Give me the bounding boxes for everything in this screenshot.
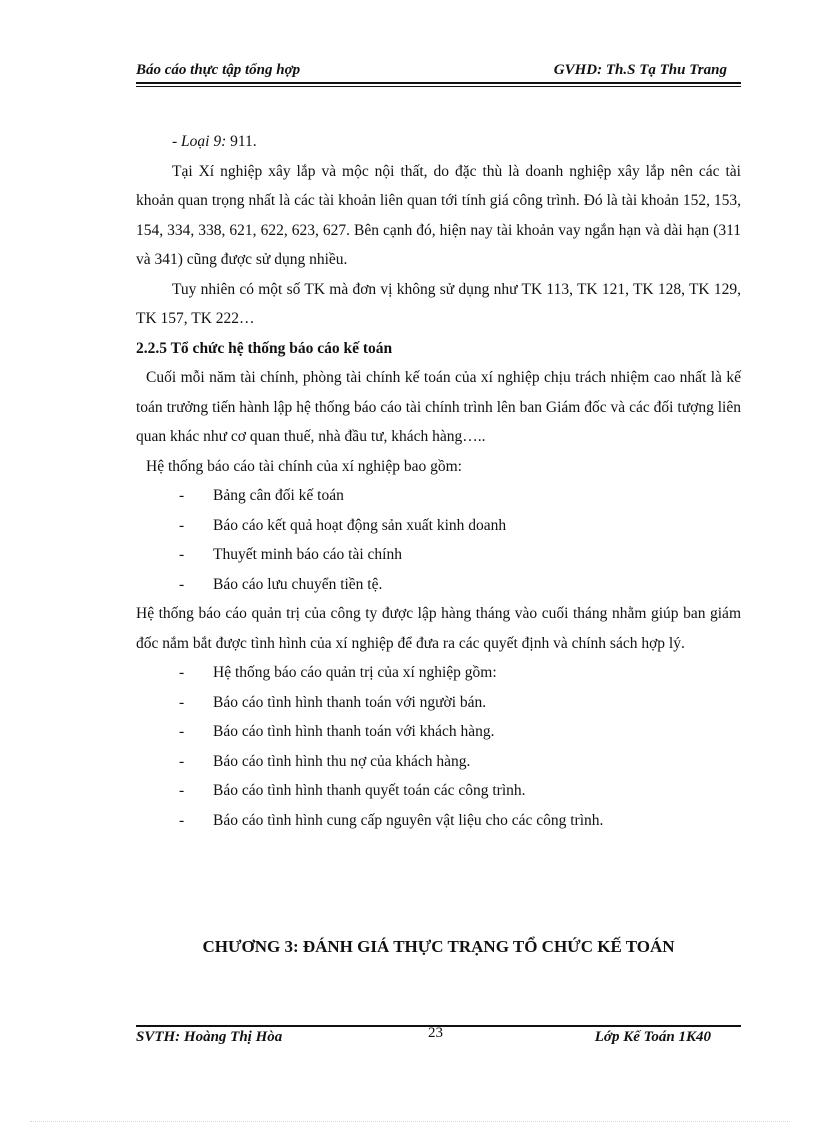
chapter-title: CHƯƠNG 3: ĐÁNH GIÁ THỰC TRẠNG TỔ CHỨC KẾ TOÁN [202,937,675,956]
paragraph-management-reports: Hệ thống báo cáo quản trị của công ty được lập hàng tháng vào cuối tháng nhằm giúp ban giám đốc nắm bắt được tình hình của xí nghiệp để đưa ra các quyết định và chính sách hợp lý. [136,605,741,652]
list-item-text: Báo cáo tình hình thu nợ của khách hàng. [213,752,471,770]
list-item-text: Báo cáo tình hình thanh toán với khách hàng. [213,723,495,740]
account-type-label: - Loại 9: [172,133,227,150]
header-report-title: Báo cáo thực tập tổng hợp [136,62,301,78]
list-dash: - [179,575,185,593]
list-item-text: Bảng cân đối kế toán [213,487,344,504]
header-rule-secondary [136,86,741,87]
account-type-value: 911. [226,133,257,150]
list-item [136,540,741,570]
list-item-text: Hệ thống báo cáo quản trị của xí nghiệp gồm: [213,664,497,681]
header-supervisor: GVHD: Th.S Tạ Thu Trang [553,62,727,78]
paragraph-annual-reports: Cuối mỗi năm tài chính, phòng tài chính kế toán của xí nghiệp chịu trách nhiệm cao nhất là kế toán trưởng tiến hành lập hệ thống báo cáo tài chính trình lên ban Giám đốc và các đối tượng liên quan khác như cơ quan thuế, nhà đầu tư, khách hàng….. [136,369,741,445]
management-report-list [136,658,741,835]
list-dash: - [179,723,185,740]
list-item [136,776,741,806]
list-item [136,570,741,600]
list-item-text: Báo cáo kết quả hoạt động sản xuất kinh doanh [213,516,507,534]
list-dash: - [179,693,185,711]
list-item-text: Báo cáo tình hình cung cấp nguyên vật liệu cho các công trình. [213,811,604,829]
list-item [136,511,741,541]
list-dash: - [179,752,185,770]
header-rule [136,82,741,84]
list-item-text: Báo cáo lưu chuyển tiền tệ. [213,575,383,593]
paragraph-financial-system-intro: Hệ thống báo cáo tài chính của xí nghiệp bao gồm: [146,457,462,475]
paragraph-key-accounts: Tại Xí nghiệp xây lắp và mộc nội thất, do đặc thù là doanh nghiệp xây lắp nên các tài khoản quan trọng nhất là các tài khoản liên quan tới tính giá công trình. Đó là tài khoản 152, 153, 154, 334, 338, 621, 622, 623, 627. Bên cạnh đó, hiện nay tài khoản vay ngắn hạn và dài hạn (311 và 341) cũng được sử dụng nhiều. [136,162,741,268]
page-header [136,58,741,82]
list-dash: - [179,487,185,504]
page-footer [136,1027,741,1051]
list-item [136,481,741,511]
account-type-9-line [136,127,741,157]
list-item [136,658,741,688]
footer-student-name: SVTH: Hoàng Thị Hòa [136,1029,283,1045]
list-item-text: Thuyết minh báo cáo tài chính [213,546,402,563]
list-dash: - [179,664,185,681]
page-number: 23 [428,1025,443,1041]
list-dash: - [179,516,185,534]
list-item-text: Báo cáo tình hình thanh quyết toán các công trình. [213,782,526,799]
footer-class-name: Lớp Kế Toán 1K40 [594,1029,711,1045]
list-item-text: Báo cáo tình hình thanh toán với người bán. [213,693,487,711]
page-body [136,127,741,835]
list-item [136,717,741,747]
list-item [136,747,741,777]
list-dash: - [179,782,185,799]
section-heading: 2.2.5 Tổ chức hệ thống báo cáo kế toán [136,339,393,357]
page-bottom-divider [30,1121,790,1122]
financial-report-list [136,481,741,599]
list-dash: - [179,811,185,829]
list-item [136,806,741,836]
paragraph-unused-accounts: Tuy nhiên có một số TK mà đơn vị không sử dụng như TK 113, TK 121, TK 128, TK 129, TK 157, TK 222… [136,280,741,327]
list-item [136,688,741,718]
list-dash: - [179,546,185,563]
